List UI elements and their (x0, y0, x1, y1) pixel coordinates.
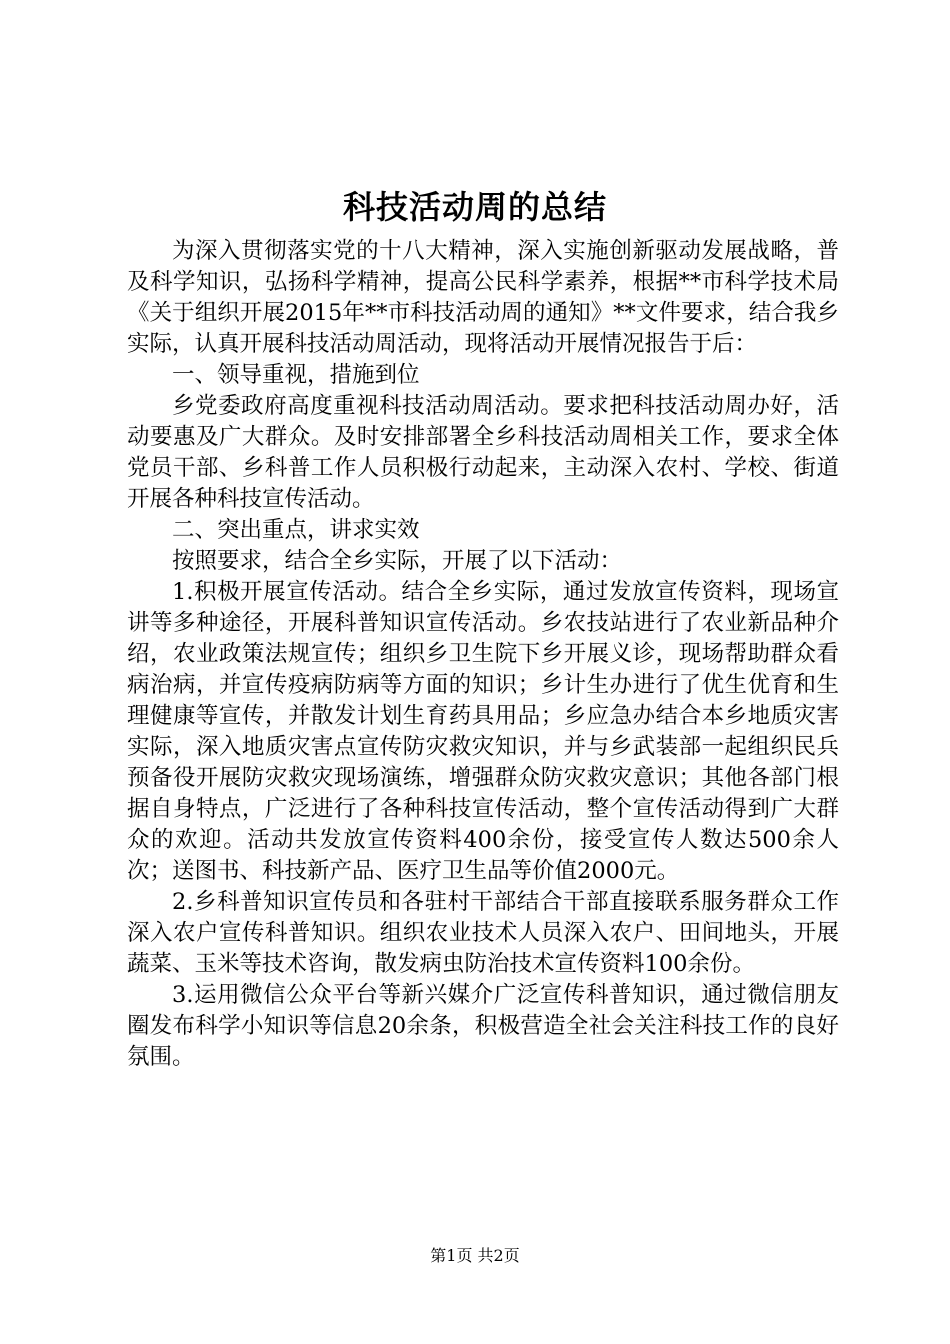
page-footer (0, 1246, 950, 1266)
activity-item-3: 3.运用微信公众平台等新兴媒介广泛宣传科普知识，通过微信朋友圈发布科学小知识等信息20余条，积极营造全社会关注科技工作的良好氛围。 (127, 982, 839, 1070)
page-number-label: 第1页 共2页 (430, 1246, 520, 1265)
document-title: 科技活动周的总结 (342, 188, 607, 226)
activity-item-1: 1.积极开展宣传活动。结合全乡实际，通过发放宣传资料，现场宣讲等多种途径，开展科普知识宣传活动。乡农技站进行了农业新品种介绍，农业政策法规宣传；组织乡卫生院下乡开展义诊，现场帮助群众看病治病，并宣传疫病防病等方面的知识；乡计生办进行了优生优育和生理健康等宣传，并散发计划生育药具用品；乡应急办结合本乡地质灾害实际，深入地质灾害点宣传防灾救灾知识，并与乡武装部一起组织民兵预备役开展防灾救灾现场演练，增强群众防灾救灾意识；其他各部门根据自身特点，广泛进行了各种科技宣传活动，整个宣传活动得到广大群众的欢迎。活动共发放宣传资料400余份，接受宣传人数达500余人次；送图书、科技新产品、医疗卫生品等价值2000元。 (127, 579, 839, 884)
section-2-intro-paragraph: 按照要求，结合全乡实际，开展了以下活动： (172, 548, 623, 574)
section-heading-2: 二、突出重点，讲求实效 (172, 517, 420, 543)
section-1-paragraph: 乡党委政府高度重视科技活动周活动。要求把科技活动周办好，活动要惠及广大群众。及时安排部署全乡科技活动周相关工作，要求全体党员干部、乡科普工作人员积极行动起来，主动深入农村、学校、街道开展各种科技宣传活动。 (127, 393, 839, 512)
activity-item-2: 2.乡科普知识宣传员和各驻村干部结合干部直接联系服务群众工作深入农户宣传科普知识。组织农业技术人员深入农户、田间地头，开展蔬菜、玉米等技术咨询，散发病虫防治技术宣传资料100余份。 (127, 889, 839, 977)
section-heading-1: 一、领导重视，措施到位 (172, 362, 420, 388)
intro-paragraph: 为深入贯彻落实党的十八大精神，深入实施创新驱动发展战略，普及科学知识，弘扬科学精神，提高公民科学素养，根据**市科学技术局《关于组织开展2015年**市科技活动周的通知》**文件要求，结合我乡实际，认真开展科技活动周活动，现将活动开展情况报告于后： (127, 238, 839, 357)
document-body (127, 236, 839, 1073)
